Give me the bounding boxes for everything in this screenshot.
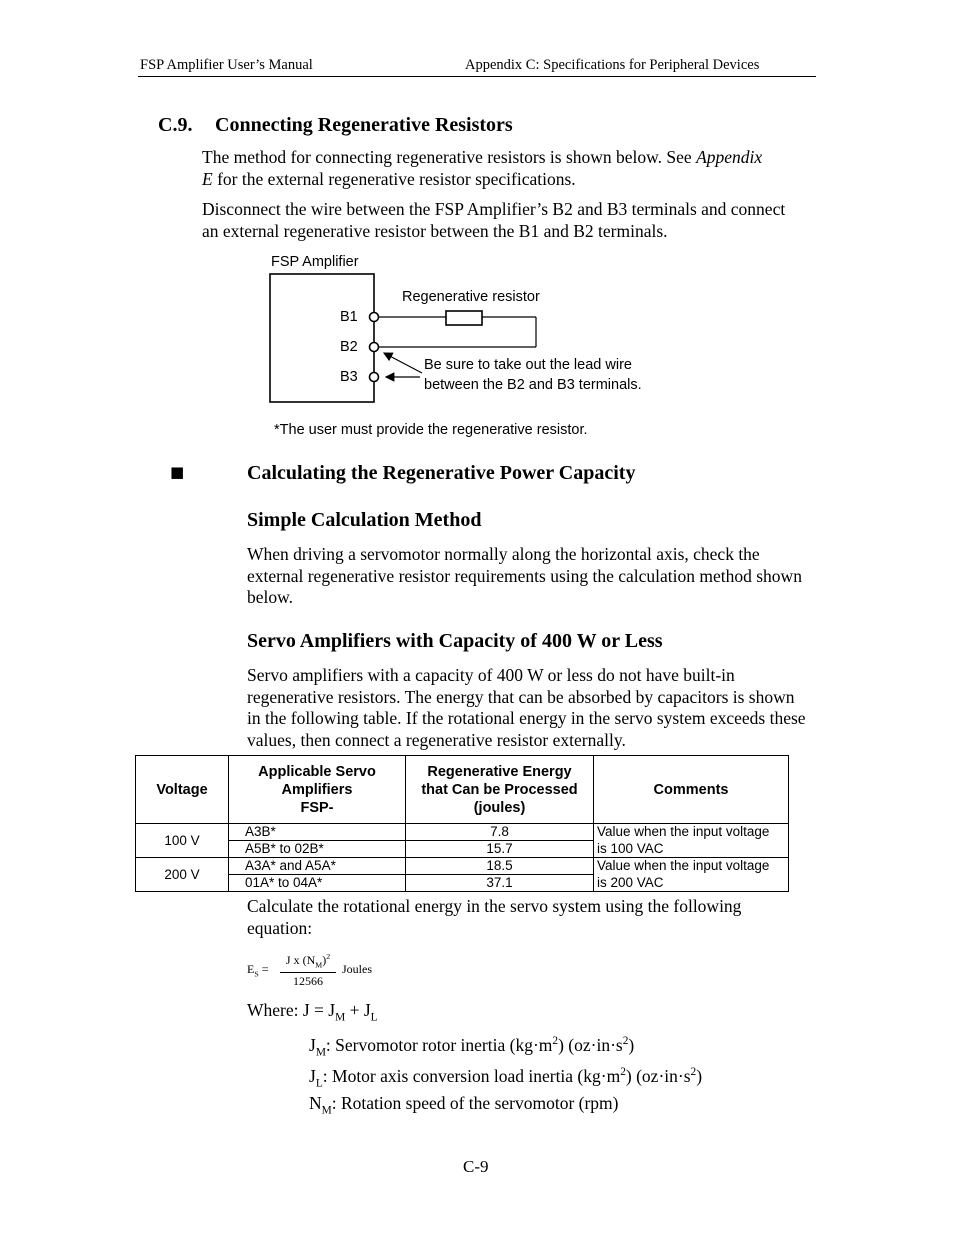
energy-cell: 15.7 [406,841,594,858]
equation-intro-paragraph: Calculate the rotational energy in the servo system using the following equation: [247,896,742,938]
amp-cell: A3A* and A5A* [229,858,406,875]
table-header-row [136,756,789,824]
terminal-b3-label: B3 [340,369,358,385]
arrow-b2 [384,353,422,373]
comment-cell: Value when the input voltage is 200 VAC [594,858,789,892]
header-amplifiers: Applicable Servo Amplifiers FSP- [229,756,406,824]
amp-cell: A3B* [229,824,406,841]
energy-cell: 18.5 [406,858,594,875]
heading-simple-method: Simple Calculation Method [247,509,482,531]
header-voltage: Voltage [136,756,229,824]
terminal-b1-label: B1 [340,309,358,325]
energy-cell: 7.8 [406,824,594,841]
note-line-2: between the B2 and B3 terminals. [424,377,642,393]
equation-unit: Joules [342,962,372,976]
intro-paragraph: The method for connecting regenerative resistors is shown below. See Appendix E for the external regenerative resistor specifications. [202,147,763,189]
amp-cell: A5B* to 02B* [229,841,406,858]
header-comments: Comments [594,756,789,824]
voltage-cell: 100 V [136,824,229,858]
amp-label: FSP Amplifier [271,254,359,270]
header-appendix-title: Appendix C: Specifications for Peripheral Devices [465,57,760,73]
equation-numerator: J x $(N_M)^2$ [285,952,331,970]
resistor-label: Regenerative resistor [402,289,540,305]
amplifier-box [270,274,374,402]
heading-servo-400w: Servo Amplifiers with Capacity of 400 W or Less [247,630,663,652]
terminal-b1-icon [370,313,379,322]
terminal-b2-icon [370,343,379,352]
header-energy: Regenerative Energy that Can be Processed (joules) [406,756,594,824]
section-title: Connecting Regenerative Resistors [215,114,513,136]
terminal-b3-icon [370,373,379,382]
note-line-1: Be sure to take out the lead wire [424,357,632,373]
definition-jm: $J_M$: Servomotor rotor inertia $(kg\cdot m^2)$ $(oz\cdot in\cdot s^2)$ [309,1034,635,1059]
terminal-b2-label: B2 [340,339,358,355]
comment-cell: Value when the input voltage is 100 VAC [594,824,789,858]
diagram-footnote: *The user must provide the regenerative resistor. [274,422,588,438]
heading-capacity: Calculating the Regenerative Power Capacity [247,462,636,484]
equation-fraction-bar [280,972,336,973]
amp-cell: 01A* to 04A* [229,875,406,892]
section-number: C.9. [158,114,193,136]
resistor-symbol [446,311,482,325]
equation-denominator: 12566 [293,974,323,988]
equation-lhs: $E_S$ = [247,962,269,979]
wiring-diagram [260,265,560,415]
header-manual-title: FSP Amplifier User’s Manual [140,57,313,73]
definition-nm: $N_M$: Rotation speed of the servomotor (rpm) [309,1093,619,1117]
energy-cell: 37.1 [406,875,594,892]
definition-jl: $J_L$: Motor axis conversion load inertia $(kg\cdot m^2)$ $(oz\cdot in\cdot s^2)$ [309,1065,703,1090]
page-number: C-9 [463,1157,489,1176]
servo-paragraph: Servo amplifiers with a capacity of 400 W or less do not have built-in regenerative resistors. The energy that can be absorbed by capacitors is shown in the following table. If the rotational energy in the servo system exceeds these values, then connect a regenerative resistor externally. [247,665,806,750]
disconnect-paragraph: Disconnect the wire between the FSP Amplifier’s B2 and B3 terminals and connect an external regenerative resistor between the B1 and B2 terminals. [202,199,786,241]
voltage-cell: 200 V [136,858,229,892]
appendix-link: Appendix [696,147,763,167]
regenerative-energy-table [135,755,789,892]
bullet-square-icon: ■ [170,463,185,481]
where-line: Where: $J = J_M + J_L$ [247,1000,378,1024]
table-row [136,824,789,841]
table-row [136,858,789,875]
header-rule [138,76,816,77]
simple-method-paragraph: When driving a servomotor normally along the horizontal axis, check the external regenerative resistor requirements using the calculation method shown below. [247,544,802,607]
